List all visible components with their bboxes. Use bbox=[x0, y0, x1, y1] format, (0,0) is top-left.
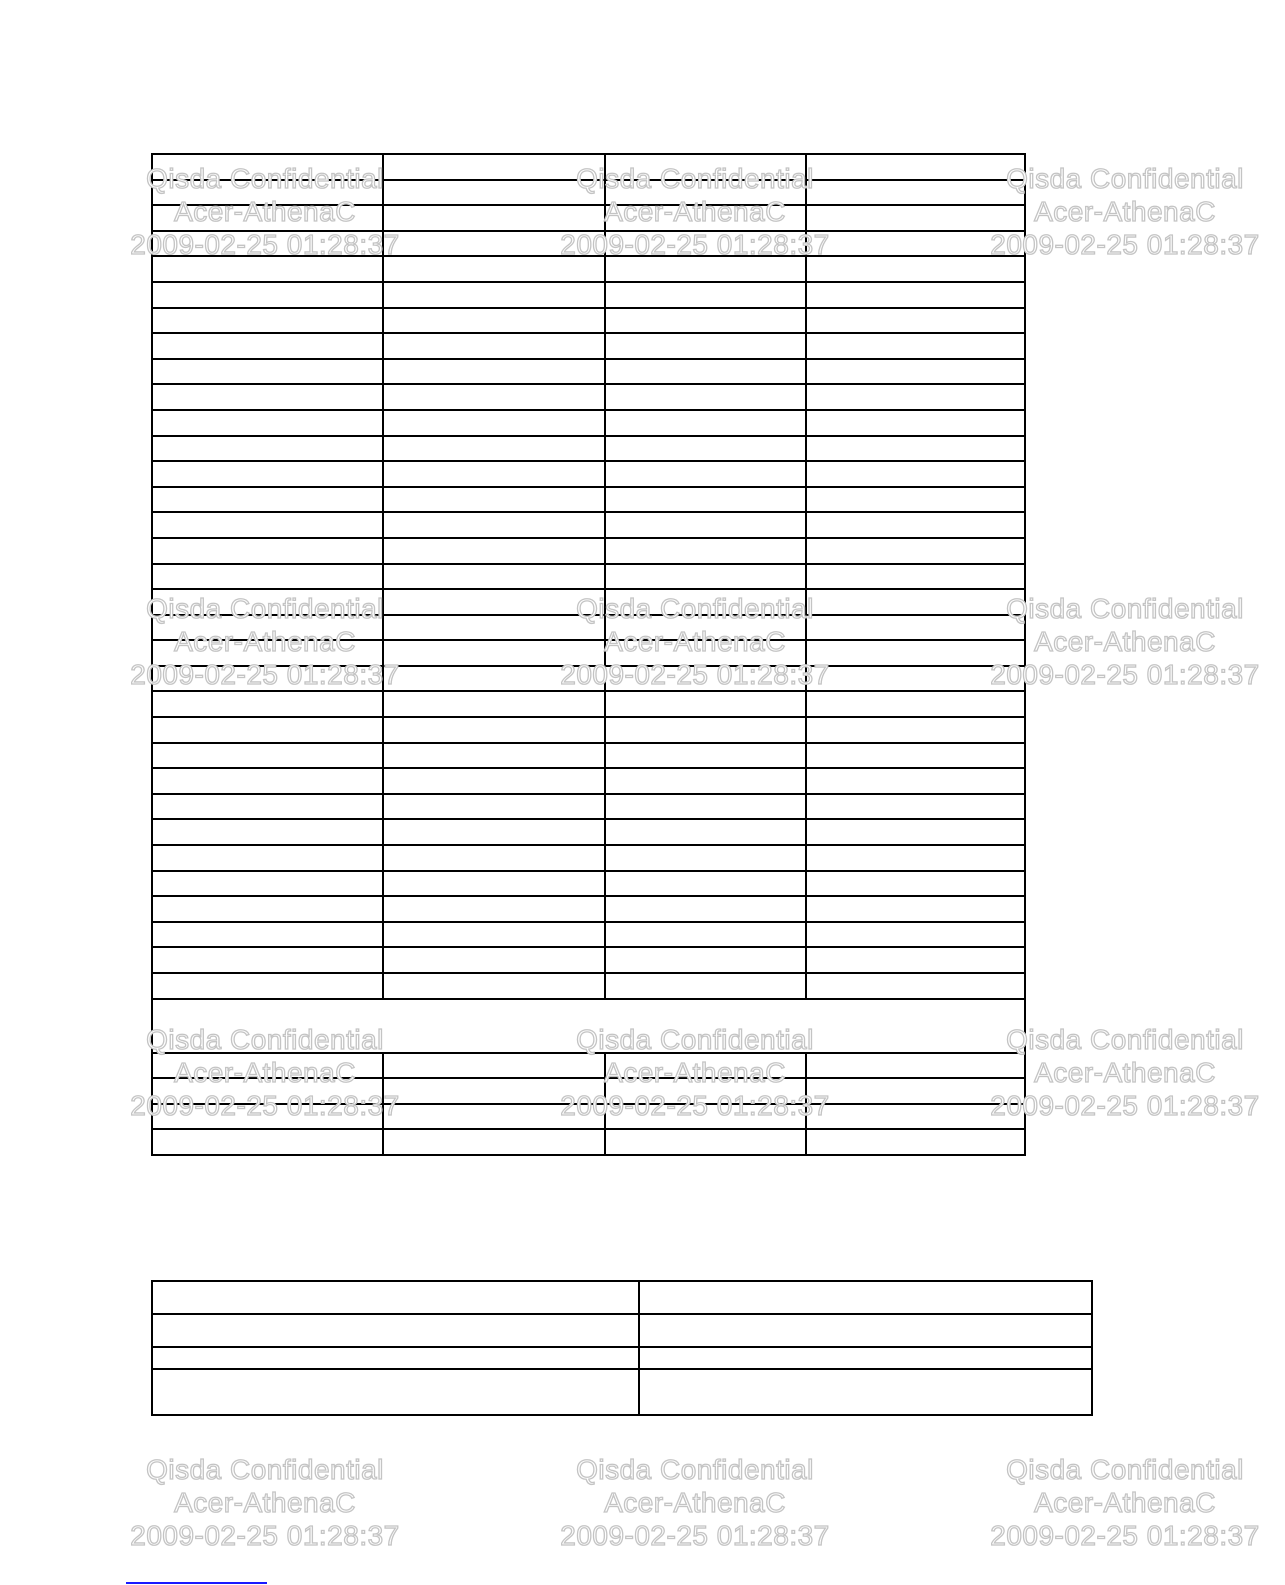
table-cell bbox=[152, 819, 383, 845]
table-cell bbox=[383, 973, 605, 999]
table-cell bbox=[806, 154, 1025, 180]
table-cell bbox=[383, 410, 605, 436]
table-cell bbox=[806, 794, 1025, 820]
table-cell bbox=[152, 436, 383, 462]
table-cell bbox=[806, 922, 1025, 948]
table-cell bbox=[383, 1053, 605, 1079]
table-cell bbox=[605, 564, 806, 590]
table-cell bbox=[152, 410, 383, 436]
table-row bbox=[152, 973, 1025, 999]
table-row bbox=[152, 512, 1025, 538]
watermark-line3: 2009-02-25 01:28:37 bbox=[130, 1520, 400, 1551]
watermark-line1: Qisda Confidential bbox=[1006, 1024, 1244, 1055]
table-cell bbox=[152, 333, 383, 359]
main-table-body bbox=[152, 154, 1025, 1155]
table-row bbox=[152, 717, 1025, 743]
table-cell bbox=[605, 154, 806, 180]
table-cell bbox=[605, 359, 806, 385]
table-row bbox=[152, 1369, 1092, 1415]
watermark-line3: 2009-02-25 01:28:37 bbox=[130, 659, 400, 690]
watermark-line1: Qisda Confidential bbox=[1006, 593, 1244, 624]
table-cell bbox=[806, 1129, 1025, 1155]
table-cell bbox=[806, 589, 1025, 615]
table-cell bbox=[605, 1104, 806, 1130]
table-cell bbox=[152, 768, 383, 794]
table-cell bbox=[152, 205, 383, 231]
table-cell bbox=[605, 231, 806, 257]
table-row bbox=[152, 794, 1025, 820]
table-cell bbox=[806, 333, 1025, 359]
watermark-line2: Acer-AthenaC bbox=[604, 626, 786, 657]
table-row bbox=[152, 282, 1025, 308]
table-cell bbox=[152, 1347, 639, 1369]
table-cell bbox=[806, 615, 1025, 641]
table-cell bbox=[383, 512, 605, 538]
table-cell bbox=[152, 896, 383, 922]
watermark-line3: 2009-02-25 01:28:37 bbox=[990, 659, 1260, 690]
table-cell bbox=[152, 359, 383, 385]
table-cell bbox=[152, 999, 1025, 1053]
table-cell bbox=[383, 640, 605, 666]
table-cell bbox=[383, 743, 605, 769]
table-cell bbox=[383, 154, 605, 180]
table-cell bbox=[806, 461, 1025, 487]
table-cell bbox=[806, 947, 1025, 973]
watermark-line1: Qisda Confidential bbox=[576, 1454, 814, 1485]
table-row bbox=[152, 871, 1025, 897]
watermark-line3: 2009-02-25 01:28:37 bbox=[560, 1090, 830, 1121]
table-cell bbox=[605, 256, 806, 282]
table-cell bbox=[605, 794, 806, 820]
watermark-line2: Acer-AthenaC bbox=[1034, 1487, 1216, 1518]
table-cell bbox=[806, 256, 1025, 282]
table-row bbox=[152, 1129, 1025, 1155]
table-cell bbox=[806, 666, 1025, 692]
table-row bbox=[152, 231, 1025, 257]
table-row bbox=[152, 589, 1025, 615]
table-cell bbox=[806, 819, 1025, 845]
table-row bbox=[152, 538, 1025, 564]
table-row bbox=[152, 947, 1025, 973]
table-cell bbox=[639, 1347, 1092, 1369]
table-cell bbox=[605, 410, 806, 436]
table-cell bbox=[806, 282, 1025, 308]
table-cell bbox=[383, 666, 605, 692]
table-row bbox=[152, 410, 1025, 436]
table-cell bbox=[383, 231, 605, 257]
table-cell bbox=[383, 819, 605, 845]
table-cell bbox=[605, 973, 806, 999]
watermark-line1: Qisda Confidential bbox=[576, 593, 814, 624]
table-cell bbox=[152, 589, 383, 615]
table-cell bbox=[605, 487, 806, 513]
watermark-line3: 2009-02-25 01:28:37 bbox=[990, 1520, 1260, 1551]
table-cell bbox=[605, 1078, 806, 1104]
table-row bbox=[152, 845, 1025, 871]
table-cell bbox=[605, 845, 806, 871]
table-row bbox=[152, 333, 1025, 359]
table-cell bbox=[152, 871, 383, 897]
table-cell bbox=[605, 1129, 806, 1155]
table-cell bbox=[605, 333, 806, 359]
table-cell bbox=[383, 282, 605, 308]
table-row bbox=[152, 1078, 1025, 1104]
table-cell bbox=[639, 1281, 1092, 1314]
table-cell bbox=[806, 538, 1025, 564]
table-cell bbox=[605, 768, 806, 794]
table-cell bbox=[605, 589, 806, 615]
table-cell bbox=[152, 922, 383, 948]
table-row bbox=[152, 691, 1025, 717]
table-cell bbox=[605, 819, 806, 845]
table-cell bbox=[152, 743, 383, 769]
table-cell bbox=[152, 512, 383, 538]
table-cell bbox=[806, 871, 1025, 897]
table-row bbox=[152, 922, 1025, 948]
watermark-line1: Qisda Confidential bbox=[576, 163, 814, 194]
table-row bbox=[152, 1314, 1092, 1347]
table-row bbox=[152, 1347, 1092, 1369]
summary-table bbox=[151, 1280, 1093, 1416]
table-row bbox=[152, 1053, 1025, 1079]
table-cell bbox=[383, 691, 605, 717]
table-cell bbox=[152, 615, 383, 641]
watermark-line2: Acer-AthenaC bbox=[604, 1487, 786, 1518]
table-cell bbox=[806, 973, 1025, 999]
watermark-line1: Qisda Confidential bbox=[1006, 163, 1244, 194]
table-cell bbox=[152, 794, 383, 820]
table-cell bbox=[152, 154, 383, 180]
watermark-line2: Acer-AthenaC bbox=[604, 1057, 786, 1088]
table-cell bbox=[605, 512, 806, 538]
table-cell bbox=[152, 564, 383, 590]
table-cell bbox=[605, 717, 806, 743]
main-table bbox=[151, 153, 1026, 1156]
watermark-line3: 2009-02-25 01:28:37 bbox=[130, 229, 400, 260]
table-cell bbox=[383, 896, 605, 922]
table-cell bbox=[639, 1314, 1092, 1347]
watermark-line1: Qisda Confidential bbox=[146, 1454, 384, 1485]
table-row bbox=[152, 640, 1025, 666]
watermark-line3: 2009-02-25 01:28:37 bbox=[560, 229, 830, 260]
table-cell bbox=[152, 845, 383, 871]
table-cell bbox=[383, 180, 605, 206]
table-row bbox=[152, 436, 1025, 462]
table-cell bbox=[806, 308, 1025, 334]
watermark-line3: 2009-02-25 01:28:37 bbox=[560, 1520, 830, 1551]
watermark-line2: Acer-AthenaC bbox=[1034, 1057, 1216, 1088]
table-row bbox=[152, 308, 1025, 334]
table-cell bbox=[152, 282, 383, 308]
table-cell bbox=[605, 461, 806, 487]
table-cell bbox=[152, 1078, 383, 1104]
table-cell bbox=[152, 1281, 639, 1314]
table-cell bbox=[806, 1078, 1025, 1104]
table-cell bbox=[806, 1104, 1025, 1130]
table-cell bbox=[383, 922, 605, 948]
table-row bbox=[152, 999, 1025, 1053]
watermark-line1: Qisda Confidential bbox=[1006, 1454, 1244, 1485]
table-cell bbox=[152, 1314, 639, 1347]
watermark-line1: Qisda Confidential bbox=[146, 163, 384, 194]
watermark-line1: Qisda Confidential bbox=[146, 593, 384, 624]
table-row bbox=[152, 256, 1025, 282]
table-row bbox=[152, 180, 1025, 206]
table-cell bbox=[605, 947, 806, 973]
table-cell bbox=[383, 538, 605, 564]
table-cell bbox=[152, 461, 383, 487]
table-cell bbox=[383, 845, 605, 871]
table-row bbox=[152, 1281, 1092, 1314]
table-cell bbox=[383, 359, 605, 385]
table-cell bbox=[152, 487, 383, 513]
table-cell bbox=[383, 1078, 605, 1104]
table-cell bbox=[806, 717, 1025, 743]
table-cell bbox=[806, 359, 1025, 385]
table-cell bbox=[152, 947, 383, 973]
table-cell bbox=[605, 205, 806, 231]
watermark-line3: 2009-02-25 01:28:37 bbox=[130, 1090, 400, 1121]
table-cell bbox=[605, 896, 806, 922]
table-cell bbox=[806, 512, 1025, 538]
table-cell bbox=[806, 691, 1025, 717]
table-cell bbox=[806, 384, 1025, 410]
table-cell bbox=[605, 743, 806, 769]
table-cell bbox=[383, 308, 605, 334]
table-row bbox=[152, 359, 1025, 385]
table-cell bbox=[806, 231, 1025, 257]
watermark-line1: Qisda Confidential bbox=[146, 1024, 384, 1055]
table-cell bbox=[383, 794, 605, 820]
table-cell bbox=[605, 922, 806, 948]
table-cell bbox=[152, 1129, 383, 1155]
table-cell bbox=[806, 487, 1025, 513]
table-cell bbox=[383, 871, 605, 897]
table-cell bbox=[605, 384, 806, 410]
table-cell bbox=[806, 410, 1025, 436]
table-cell bbox=[152, 717, 383, 743]
table-cell bbox=[605, 1053, 806, 1079]
table-cell bbox=[383, 717, 605, 743]
table-cell bbox=[806, 180, 1025, 206]
watermark-line2: Acer-AthenaC bbox=[174, 1057, 356, 1088]
table-cell bbox=[806, 743, 1025, 769]
table-cell bbox=[152, 231, 383, 257]
watermark-line3: 2009-02-25 01:28:37 bbox=[990, 1090, 1260, 1121]
watermark-line2: Acer-AthenaC bbox=[1034, 196, 1216, 227]
watermark-line3: 2009-02-25 01:28:37 bbox=[990, 229, 1260, 260]
table-cell bbox=[806, 564, 1025, 590]
table-cell bbox=[605, 640, 806, 666]
table-cell bbox=[806, 768, 1025, 794]
table-row bbox=[152, 384, 1025, 410]
table-cell bbox=[806, 436, 1025, 462]
table-row bbox=[152, 768, 1025, 794]
table-cell bbox=[605, 538, 806, 564]
footer-link-underline bbox=[126, 1582, 267, 1584]
table-cell bbox=[806, 845, 1025, 871]
table-cell bbox=[383, 947, 605, 973]
table-row bbox=[152, 743, 1025, 769]
table-cell bbox=[605, 282, 806, 308]
table-cell bbox=[152, 1104, 383, 1130]
table-cell bbox=[383, 461, 605, 487]
table-cell bbox=[605, 691, 806, 717]
table-row bbox=[152, 666, 1025, 692]
table-cell bbox=[383, 487, 605, 513]
table-row bbox=[152, 205, 1025, 231]
watermark-line2: Acer-AthenaC bbox=[174, 196, 356, 227]
watermark-line2: Acer-AthenaC bbox=[604, 196, 786, 227]
table-row bbox=[152, 615, 1025, 641]
summary-table-body bbox=[152, 1281, 1092, 1415]
table-cell bbox=[383, 615, 605, 641]
table-cell bbox=[806, 896, 1025, 922]
table-cell bbox=[605, 180, 806, 206]
watermark-line3: 2009-02-25 01:28:37 bbox=[560, 659, 830, 690]
table-cell bbox=[639, 1369, 1092, 1415]
table-cell bbox=[383, 256, 605, 282]
table-cell bbox=[806, 640, 1025, 666]
table-row bbox=[152, 819, 1025, 845]
table-cell bbox=[605, 615, 806, 641]
watermark bbox=[535, 1453, 855, 1552]
watermark-line2: Acer-AthenaC bbox=[174, 626, 356, 657]
table-row bbox=[152, 487, 1025, 513]
table-cell bbox=[152, 1053, 383, 1079]
table-cell bbox=[383, 768, 605, 794]
table-row bbox=[152, 154, 1025, 180]
table-cell bbox=[383, 333, 605, 359]
watermark bbox=[105, 1453, 425, 1552]
table-cell bbox=[152, 1369, 639, 1415]
table-cell bbox=[383, 384, 605, 410]
table-cell bbox=[383, 436, 605, 462]
table-cell bbox=[152, 666, 383, 692]
table-cell bbox=[605, 436, 806, 462]
table-cell bbox=[806, 205, 1025, 231]
table-cell bbox=[152, 384, 383, 410]
table-row bbox=[152, 1104, 1025, 1130]
table-cell bbox=[152, 308, 383, 334]
table-cell bbox=[383, 589, 605, 615]
watermark-line2: Acer-AthenaC bbox=[174, 1487, 356, 1518]
table-cell bbox=[383, 1104, 605, 1130]
table-cell bbox=[152, 973, 383, 999]
table-row bbox=[152, 896, 1025, 922]
watermark-line2: Acer-AthenaC bbox=[1034, 626, 1216, 657]
table-cell bbox=[152, 538, 383, 564]
table-cell bbox=[152, 691, 383, 717]
table-cell bbox=[152, 640, 383, 666]
table-cell bbox=[383, 564, 605, 590]
table-cell bbox=[605, 666, 806, 692]
table-cell bbox=[605, 308, 806, 334]
watermark-line1: Qisda Confidential bbox=[576, 1024, 814, 1055]
table-cell bbox=[605, 871, 806, 897]
table-cell bbox=[383, 1129, 605, 1155]
table-row bbox=[152, 461, 1025, 487]
table-row bbox=[152, 564, 1025, 590]
table-cell bbox=[152, 180, 383, 206]
table-cell bbox=[152, 256, 383, 282]
table-cell bbox=[806, 1053, 1025, 1079]
table-cell bbox=[383, 205, 605, 231]
watermark bbox=[965, 1453, 1285, 1552]
